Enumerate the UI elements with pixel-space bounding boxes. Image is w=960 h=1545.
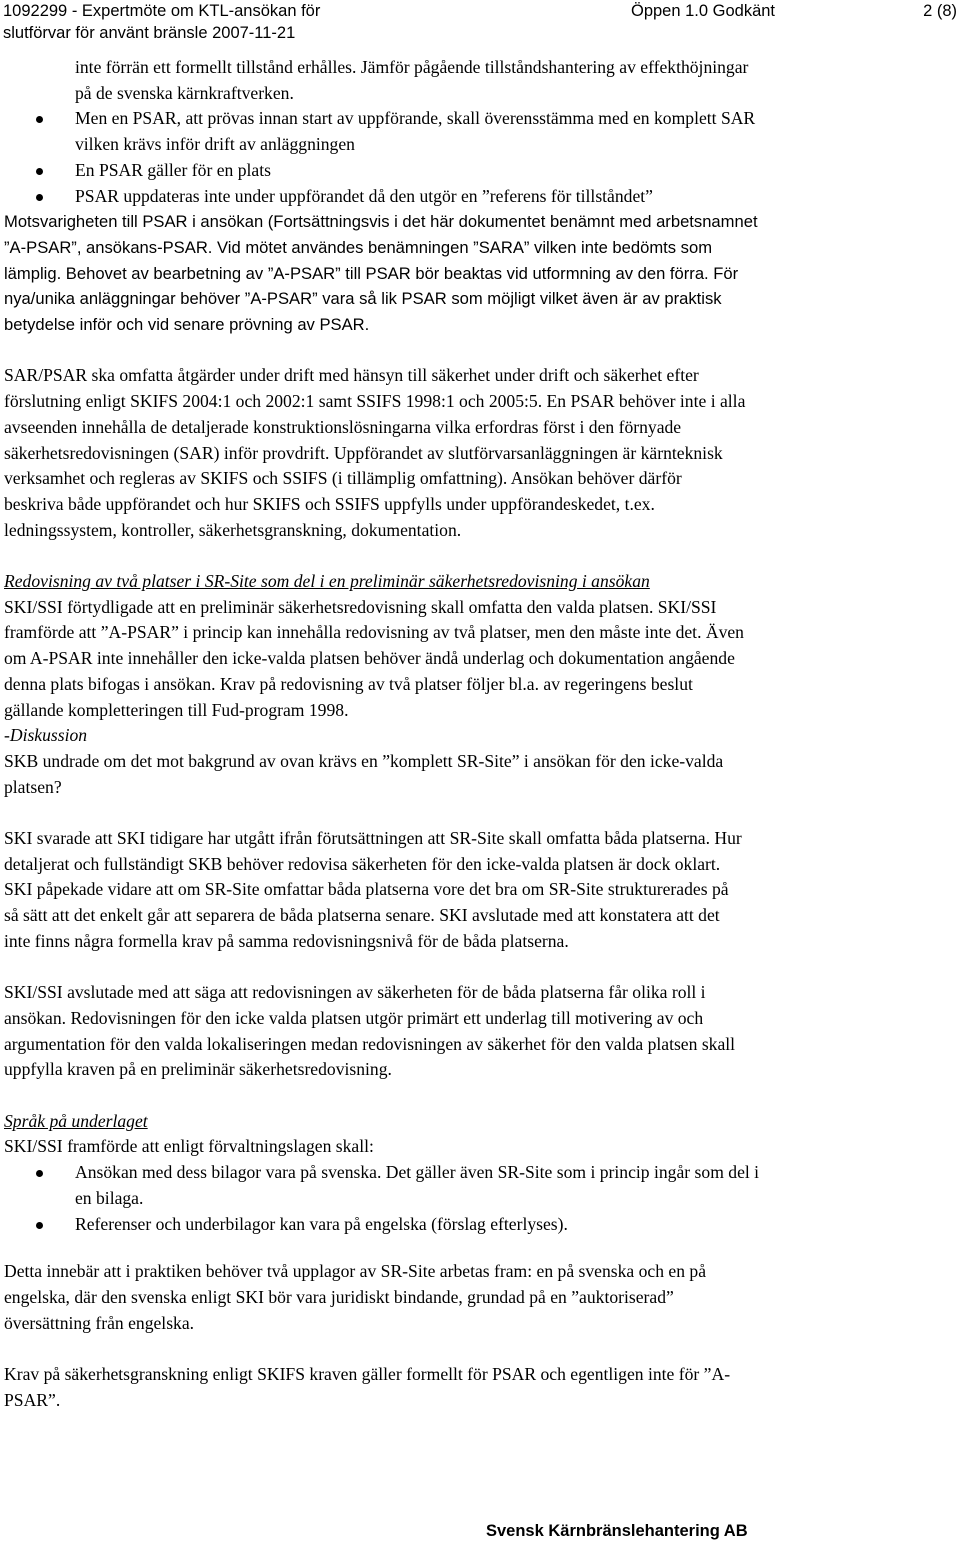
text-line: SAR/PSAR ska omfatta åtgärder under drift med hänsyn till säkerhet under drift och säkerhet efter — [4, 365, 699, 386]
text-line: så sätt att det enkelt går att separera de båda platserna senare. SKI avslutade med att konstatera att det — [4, 905, 720, 926]
text-line: SKI svarade att SKI tidigare har utgått ifrån förutsättningen att SR-Site skall omfatta båda platserna. Hur — [4, 828, 742, 849]
text-line: ansökan. Redovisningen för den icke valda platsen utgör primärt ett underlag till motivering av och — [4, 1007, 704, 1028]
text-line: Referenser och underbilagor kan vara på engelska (förslag efterlyses). — [75, 1213, 568, 1234]
paragraph-sar-psar — [4, 363, 946, 543]
text-line: översättning från engelska. — [4, 1312, 195, 1333]
text-line: detaljerat och fullständigt SKB behöver redovisa säkerheten för den icke-valda platsen är dock oklart. — [4, 853, 721, 874]
text-line: på de svenska kärnkraftverken. — [75, 82, 294, 103]
document-body — [4, 55, 946, 1439]
text-line: ”A-PSAR”, ansökans-PSAR. Vid mötet användes benämningen ”SARA” vilken inte bedömts som — [4, 237, 713, 257]
text-line: Krav på säkerhetsgranskning enligt SKIFS kraven gäller formellt för PSAR och egentligen inte för ”A- — [4, 1364, 731, 1385]
paragraph-spacer — [4, 800, 946, 826]
text-line: SKI/SSI avslutade med att säga att redovisningen av säkerheten för de båda platserna får olika roll i — [4, 982, 706, 1003]
bullet-icon — [36, 1222, 43, 1229]
text-line: Ansökan med dess bilagor vara på svenska. Det gäller även SR-Site som i princip ingår som del i — [75, 1162, 760, 1183]
text-line: Detta innebär att i praktiken behöver två upplagor av SR-Site arbetas fram: en på svenska och en på — [4, 1261, 707, 1282]
document-title-line: 1092299 - Expertmöte om KTL-ansökan för — [3, 2, 321, 20]
page-header — [3, 0, 957, 44]
paragraph-detta — [4, 1259, 946, 1336]
paragraph-krav — [4, 1362, 946, 1413]
text-line: inte förrän ett formellt tillstånd erhålles. Jämför pågående tillståndshantering av effekthöjningar — [75, 57, 749, 77]
text-line: denna plats bifogas i ansökan. Krav på redovisning av två platser följer bl.a. av regeringens beslut — [4, 673, 693, 694]
text-line: SKI/SSI förtydligade att en preliminär säkerhetsredovisning skall omfatta den valda platsen. SKI/SSI — [4, 596, 717, 617]
document-title — [3, 0, 320, 44]
section-heading: Redovisning av två platser i SR-Site som del i en preliminär säkerhetsredovisning i ansökan — [4, 571, 650, 592]
continued-bullet-text — [4, 55, 946, 106]
text-line: om A-PSAR inte innehåller den icke-valda platsen behöver ändå underlag och dokumentation angående — [4, 648, 735, 669]
section-heading: Språk på underlaget — [4, 1110, 148, 1131]
bullet-list-psar — [4, 106, 946, 209]
discussion-label: -Diskussion — [4, 725, 88, 746]
text-line: framförde att ”A-PSAR” i princip kan innehålla redovisning av två platser, men den måste inte det. Även — [4, 622, 744, 643]
text-line: verksamhet och regleras av SKIFS och SSIFS (i tillämplig omfattning). Ansökan behöver därför — [4, 468, 682, 489]
page-number: 2 (8) — [923, 2, 957, 20]
text-line: gällande kompletteringen till Fud-program 1998. — [4, 699, 349, 720]
text-line: beskriva både uppförandet och hur SKIFS och SSIFS uppfylls under uppförandeskedet, t.ex. — [4, 493, 655, 514]
text-line: betydelse inför och vid senare prövning av PSAR. — [4, 315, 370, 335]
text-line: SKI/SSI framförde att enligt förvaltningslagen skall: — [4, 1136, 374, 1157]
bullet-icon — [36, 1170, 43, 1177]
list-item — [4, 1160, 946, 1211]
section-redovisning — [4, 569, 946, 800]
bullet-icon — [36, 168, 43, 175]
list-item — [4, 158, 946, 184]
bullet-list-sprak — [4, 1160, 946, 1237]
text-line: lämplig. Behovet av bearbetning av ”A-PSAR” till PSAR bör beaktas vid utformning av den förra. För — [4, 263, 739, 283]
paragraph-ski-ssi-avslutade — [4, 980, 946, 1083]
bullet-icon — [36, 116, 43, 123]
document-title-line: slutförvar för använt bränsle 2007-11-21 — [3, 24, 296, 42]
page-footer: Svensk Kärnbränslehantering AB — [486, 1522, 748, 1540]
text-line: argumentation för den valda lokaliseringen medan redovisningen av säkerhet för den valda platsen skall — [4, 1033, 736, 1054]
text-line: platsen? — [4, 776, 62, 797]
text-line: en bilaga. — [75, 1187, 144, 1208]
text-line: SKI påpekade vidare att om SR-Site omfattar båda platserna vore det bra om SR-Site strukturerades på — [4, 879, 729, 900]
bullet-icon — [36, 194, 43, 201]
text-line: engelska, där den svenska enligt SKI bör vara juridiskt bindande, grundad på en ”auktoriserad” — [4, 1286, 674, 1307]
text-line: förslutning enligt SKIFS 2004:1 och 2002:1 samt SSIFS 1998:1 och 2005:5. En PSAR behöver inte i alla — [4, 391, 746, 412]
text-line: inte finns några formella krav på samma redovisningsnivå för de båda platserna. — [4, 930, 569, 951]
list-item — [4, 106, 946, 157]
document-status: Öppen 1.0 Godkänt — [631, 2, 776, 20]
text-line: PSAR uppdateras inte under uppförandet då den utgör en ”referens för tillståndet” — [75, 185, 653, 206]
text-line: Men en PSAR, att prövas innan start av uppförande, skall överensstämma med en komplett SAR — [75, 108, 756, 129]
text-line: uppfylla kraven på en preliminär säkerhetsredovisning. — [4, 1059, 392, 1080]
text-line: nya/unika anläggningar behöver ”A-PSAR” vara så lik PSAR som möjligt vilket även är av praktisk — [4, 289, 722, 309]
text-line: Motsvarigheten till PSAR i ansökan (Fortsättningsvis i det här dokumentet benämnt med arbetsnamnet — [4, 212, 758, 232]
text-line: avseenden innehålla de detaljerade konstruktionslösningarna vilka erfordras först i den förnyade — [4, 416, 682, 437]
list-item — [4, 184, 946, 210]
text-line: ledningssystem, kontroller, säkerhetsgranskning, dokumentation. — [4, 519, 462, 540]
text-line: säkerhetsredovisningen (SAR) inför provdrift. Uppförandet av slutförvarsanläggningen är kärnteknisk — [4, 442, 723, 463]
text-line: SKB undrade om det mot bakgrund av ovan krävs en ”komplett SR-Site” i ansökan för den icke-valda — [4, 750, 724, 771]
paragraph-ski-svarade — [4, 826, 946, 955]
text-line: PSAR”. — [4, 1389, 61, 1410]
section-sprak — [4, 1109, 946, 1238]
list-item — [4, 1212, 946, 1238]
text-line: vilken krävs inför drift av anläggningen — [75, 134, 355, 155]
paragraph-motsvarigheten — [4, 209, 946, 338]
text-line: En PSAR gäller för en plats — [75, 159, 271, 180]
